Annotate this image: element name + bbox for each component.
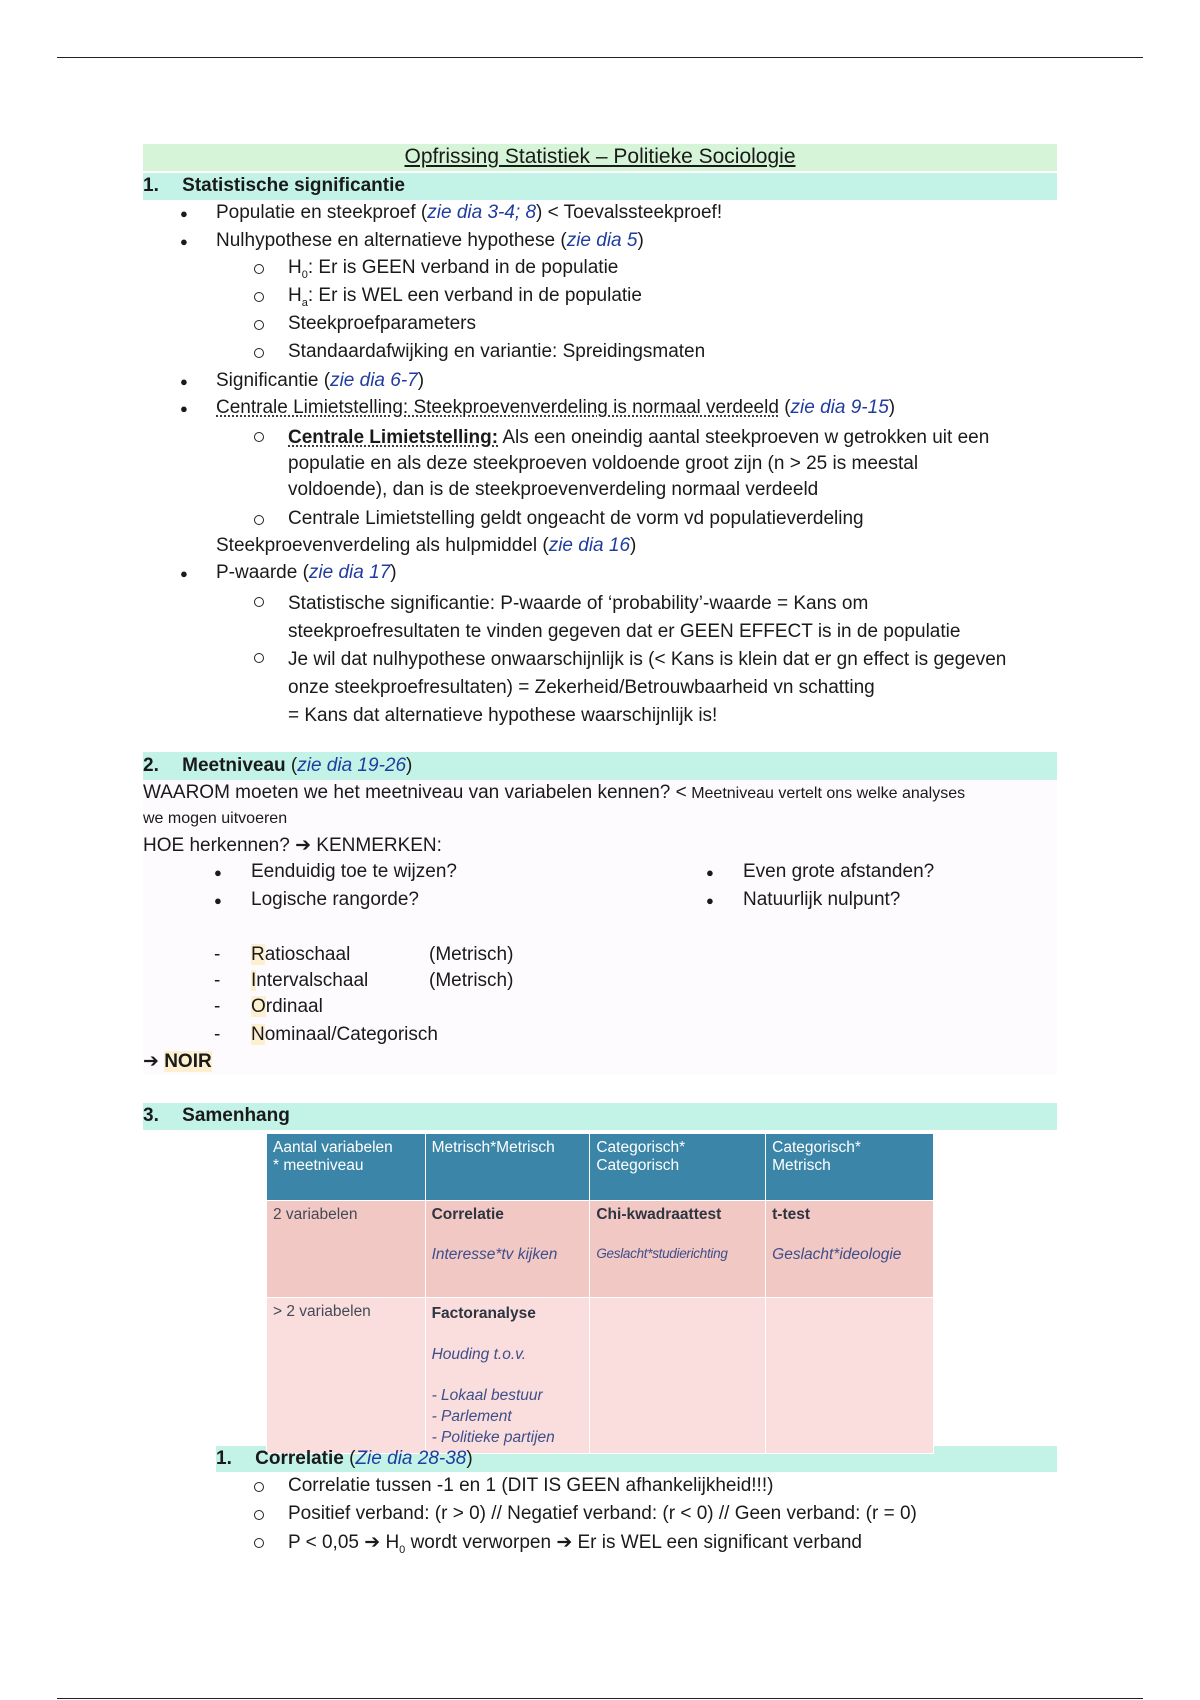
bullet-icon: ● [180, 566, 188, 581]
arrow-right-icon: ➔ [143, 1051, 159, 1072]
s1-sub-ha: $H_a$: Er is WEL een verband in de populatie [288, 285, 642, 309]
scale-ordinaal: Ordinaal [251, 996, 323, 1017]
page-title-text: Opfrissing Statistiek – Politieke Sociologie [404, 145, 796, 168]
correlatie-item-pwaarde: P < 0,05 ➔ $H_0$ wordt verworpen ➔ Er is WEL een significant verband [288, 1532, 862, 1556]
table-header-cell: Metrisch*Metrisch [425, 1134, 590, 1201]
s1-sub-spreiding: Standaardafwijking en variantie: Spreidingsmaten [288, 341, 706, 362]
section1-title: Statistische significantie [182, 175, 405, 196]
table-cell: 2 variabelen [267, 1201, 426, 1298]
dash-icon: - [214, 970, 221, 991]
table-header-cell: Categorisch* Categorisch [590, 1134, 766, 1201]
s1-sub-clt-vorm: Centrale Limietstelling geldt ongeacht de vorm vd populatieverdeling [288, 508, 864, 529]
table-cell: Correlatie Interesse*tv kijken [425, 1201, 590, 1298]
dash-icon: - [214, 996, 221, 1017]
circle-bullet-icon [254, 1510, 264, 1520]
bullet-icon: ● [180, 206, 188, 221]
correlatie-heading: 1. Correlatie (Zie dia 28-38) [216, 1448, 473, 1469]
bullet-icon: ● [180, 234, 188, 249]
s1-sub-p1: Statistische significantie: P-waarde of ‘probability’-waarde = Kans om steekproefresultaten te vinden gegeven dat er GEEN EFFECT is in de populatie [288, 593, 961, 642]
s1-sub-h0: $H_0$: Er is GEEN verband in de populatie [288, 257, 619, 281]
bullet-icon: ● [706, 893, 714, 908]
s1-item-hypothese: Nulhypothese en alternatieve hypothese (zie dia 5) [216, 230, 644, 251]
scale-nominaal: Nominaal/Categorisch [251, 1024, 438, 1045]
s2-how: HOE herkennen? ➔ KENMERKEN: [143, 835, 442, 856]
footer-rule [57, 1698, 1143, 1699]
bullet-icon: ● [180, 374, 188, 389]
table-row [267, 1201, 934, 1298]
table-header-cell: Aantal variabelen * meetniveau [267, 1134, 426, 1201]
s2-criterion-afstanden: Even grote afstanden? [743, 861, 935, 882]
arrow-right-icon: ➔ [364, 1532, 381, 1553]
header-rule [57, 57, 1143, 58]
section2-heading: 2. Meetniveau (zie dia 19-26) [143, 755, 413, 776]
s1-item-clt: Centrale Limietstelling: Steekproevenverdeling is normaal verdeeld (zie dia 9-15) [216, 397, 896, 418]
s1-sub-parameters: Steekproefparameters [288, 313, 476, 334]
table-cell: Factoranalyse Houding t.o.v. - Lokaal bestuur - Parlement - Politieke partijen [425, 1298, 590, 1454]
scale-ratio: Ratioschaal [251, 944, 351, 965]
table-cell [766, 1298, 934, 1454]
table-header-cell: Categorisch* Metrisch [766, 1134, 934, 1201]
circle-bullet-icon [254, 320, 264, 330]
circle-bullet-icon [254, 432, 264, 442]
table-row [267, 1298, 934, 1454]
s2-criterion-nulpunt: Natuurlijk nulpunt? [743, 889, 901, 910]
scale-interval-type: (Metrisch) [429, 970, 514, 991]
s2-noir: ➔ NOIR [143, 1051, 212, 1072]
arrow-right-icon: ➔ [556, 1532, 573, 1553]
bullet-icon: ● [214, 865, 222, 880]
table-cell: > 2 variabelen [267, 1298, 426, 1454]
scale-interval: Intervalschaal [251, 970, 369, 991]
s1-item-significantie: Significantie (zie dia 6-7) [216, 370, 425, 391]
scale-ratio-type: (Metrisch) [429, 944, 514, 965]
circle-bullet-icon [254, 515, 264, 525]
dash-icon: - [214, 944, 221, 965]
dash-icon: - [214, 1024, 221, 1045]
table-cell [590, 1298, 766, 1454]
circle-bullet-icon [254, 348, 264, 358]
section1-number: 1. [143, 175, 159, 196]
s2-criterion-eenduidig: Eenduidig toe te wijzen? [251, 861, 457, 882]
circle-bullet-icon [254, 653, 264, 663]
arrow-right-icon: ➔ [295, 835, 312, 856]
table-cell: Chi-kwadraattest Geslacht*studierichting [590, 1201, 766, 1298]
table-cell: t-test Geslacht*ideologie [766, 1201, 934, 1298]
s1-sub-clt-def: Centrale Limietstelling: Als een oneindig aantal steekproeven w getrokken uit een populatie en als deze steekproeven voldoende groot zijn (n > 25 is meestal voldoende), dan is de steekproevenverdeling normaal verdeeld [288, 427, 990, 500]
bullet-icon: ● [214, 893, 222, 908]
s2-criterion-rangorde: Logische rangorde? [251, 889, 419, 910]
circle-bullet-icon [254, 597, 264, 607]
s2-why: WAAROM moeten we het meetniveau van variabelen kennen? < Meetniveau vertelt ons welke analyses [143, 782, 966, 803]
table-header-row [267, 1134, 934, 1201]
s1-sub-p2: Je wil dat nulhypothese onwaarschijnlijk is (< Kans is klein dat er gn effect is gegeven onze steekproefresultaten) = Zekerheid/Betrouwbaarheid vn schatting = Kans dat alternatieve hypothese waarschijnlijk is! [288, 649, 1007, 726]
analysis-table [266, 1133, 934, 1454]
s1-hulpmiddel: Steekproevenverdeling als hulpmiddel (zie dia 16) [216, 535, 637, 556]
correlatie-item-range: Correlatie tussen -1 en 1 (DIT IS GEEN afhankelijkheid!!!) [288, 1475, 774, 1496]
circle-bullet-icon [254, 264, 264, 274]
bullet-icon: ● [706, 865, 714, 880]
page-title [143, 145, 1057, 169]
circle-bullet-icon [254, 292, 264, 302]
bullet-icon: ● [180, 401, 188, 416]
circle-bullet-icon [254, 1538, 264, 1548]
s1-item-pwaarde: P-waarde (zie dia 17) [216, 562, 397, 583]
s1-item-populatie: Populatie en steekproef (zie dia 3-4; 8) < Toevalssteekproef! [216, 202, 723, 223]
s2-why-cont: we mogen uitvoeren [143, 810, 288, 827]
section1-heading [143, 175, 405, 197]
correlatie-item-verband: Positief verband: (r > 0) // Negatief verband: (r < 0) // Geen verband: (r = 0) [288, 1503, 917, 1524]
circle-bullet-icon [254, 1482, 264, 1492]
section3-heading: 3. Samenhang [143, 1105, 290, 1126]
